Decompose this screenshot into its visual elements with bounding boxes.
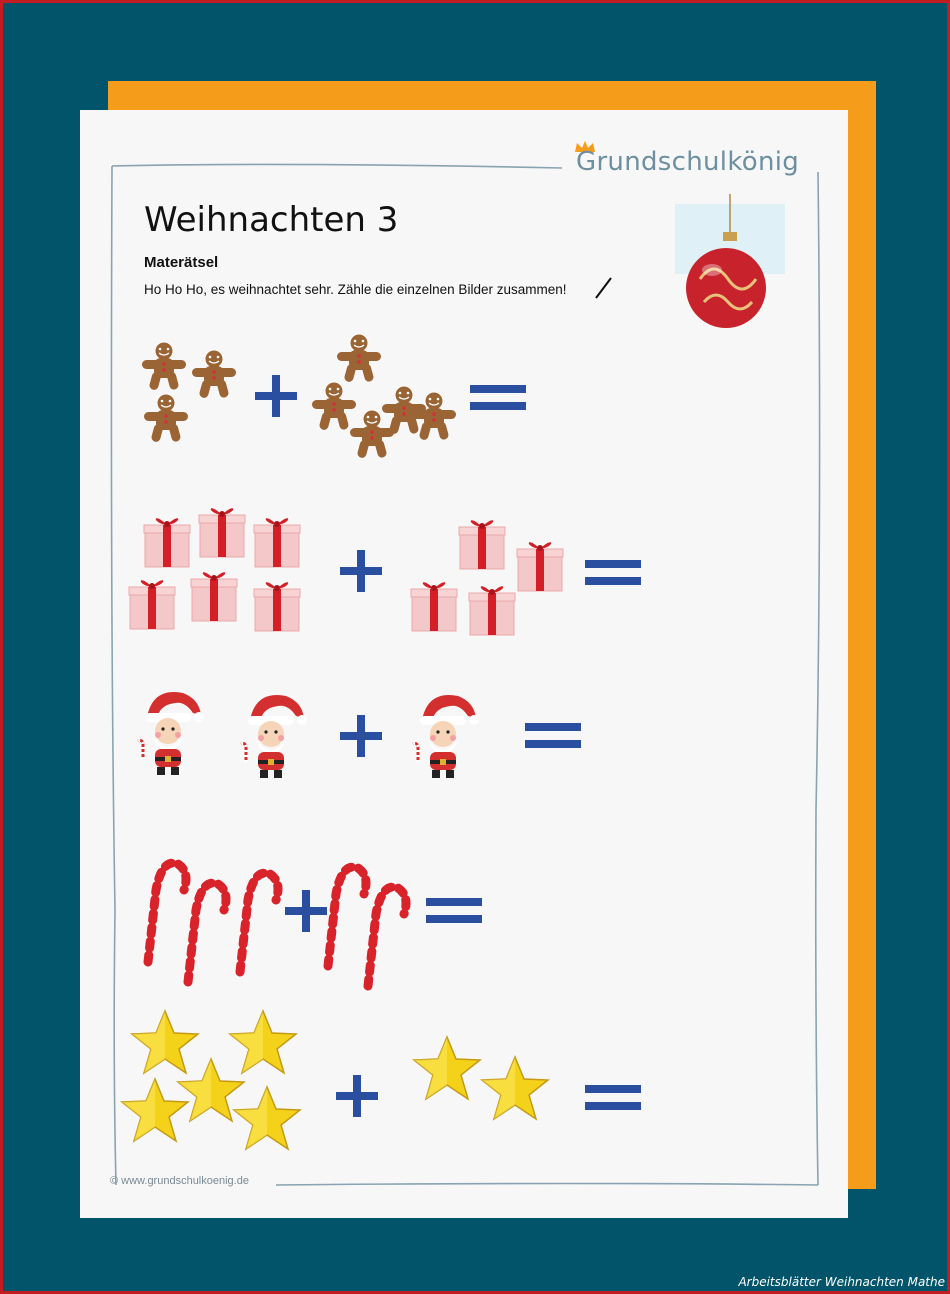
gift-box-icon (143, 509, 191, 574)
worksheet-title: Weihnachten 3 (144, 200, 399, 240)
gingerbread-man-icon (348, 408, 396, 465)
santa-claus-icon (135, 685, 205, 786)
gingerbread-man-icon (140, 340, 188, 397)
problem-row-3 (80, 685, 848, 795)
worksheet-page (80, 110, 848, 1218)
gift-box-icon (128, 571, 176, 636)
gift-box-icon (253, 573, 301, 638)
gift-box-icon (458, 511, 506, 576)
gingerbread-man-icon (142, 392, 190, 449)
gift-box-icon (410, 573, 458, 638)
plus-sign (255, 375, 297, 422)
santa-claus-icon (238, 688, 308, 789)
plus-sign (336, 1075, 378, 1122)
star-icon (412, 1035, 482, 1106)
equals-sign (470, 385, 526, 416)
worksheet-instruction: Ho Ho Ho, es weihnachtet sehr. Zähle die einzelnen Bilder zusammen! (144, 282, 567, 297)
gift-box-icon (468, 577, 516, 642)
candy-cane-icon (220, 860, 284, 985)
gift-box-icon (198, 499, 246, 564)
plus-sign (340, 550, 382, 597)
problem-row-4 (80, 850, 848, 980)
equals-sign (585, 560, 641, 591)
equals-sign (525, 723, 581, 754)
footer-url: © www.grundschulkoenig.de (110, 1175, 249, 1187)
santa-claus-icon (410, 688, 480, 789)
brand-logo: Grundschulkönig (576, 147, 800, 177)
christmas-ornament-icon (670, 194, 790, 334)
problem-row-2 (80, 495, 848, 645)
star-icon (480, 1055, 550, 1126)
problem-row-1 (80, 320, 848, 470)
problem-row-5 (80, 1005, 848, 1165)
gingerbread-man-icon (410, 390, 458, 447)
image-caption: Arbeitsblätter Weihnachten Mathe (738, 1275, 945, 1289)
pencil-icon (594, 276, 614, 300)
equals-sign (426, 898, 482, 929)
candy-cane-icon (348, 874, 412, 999)
worksheet-subtitle: Materätsel (144, 254, 219, 271)
gift-box-icon (516, 533, 564, 598)
gift-box-icon (253, 509, 301, 574)
plus-sign (340, 715, 382, 762)
gift-box-icon (190, 563, 238, 628)
equals-sign (585, 1085, 641, 1116)
gingerbread-man-icon (190, 348, 238, 405)
star-icon (232, 1085, 302, 1156)
